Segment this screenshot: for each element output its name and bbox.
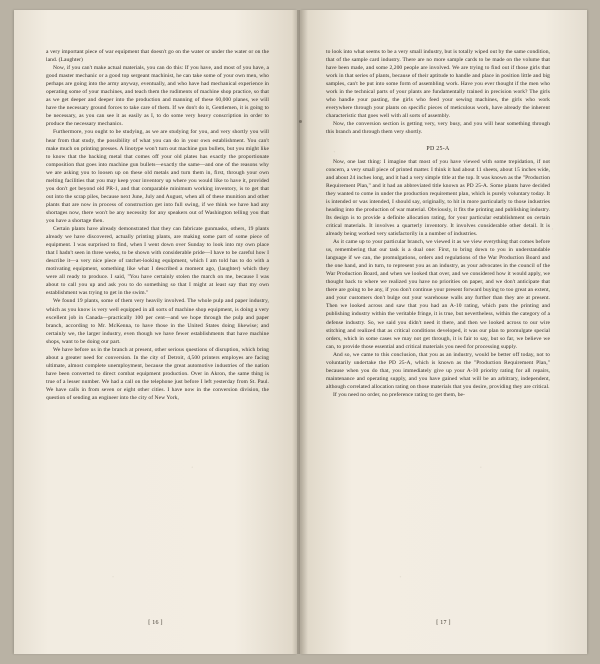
gutter-ink-mark [299, 120, 302, 123]
paragraph: As it came up to your particular branch, we viewed it as we view everything that comes before us, remembering that our task is a dual one: First, to bring down to you in understandable language if we can, the promulgations, orders and regulations of the War Production Board and the one hand, and in turn, to represent you as an industry, as your advocates in the council of the War Production Board, and when we looked that over, and we considered how it would apply, we thought back to where we realized you have no priorities on paper, and we don't anticipate that there are going to be any, if you don't continue your present forward buying to too great an extent, and your customers don't bulge out your warehouse walls any further than they are at present. Then we looked across and saw that you had an A-10 rating, which puts the printing and publishing industry within the veritable fringe, it is true, but nevertheless, within the category of a defense industry. So, we said you didn't need it there, and then we looked across to our wire stitching and realized that as critical conditions developed, it was our plan to promulgate special orders, which in some cases we may not get through, it is fair to say, but so far, we believe we can, to provide those essential and critical materials you need for processing supply. [326, 239, 550, 350]
right-page-folio [300, 620, 587, 626]
left-page-folio [14, 620, 297, 626]
right-page [300, 10, 587, 654]
paragraph: We found 19 plants, some of them very heavily involved. The whole pulp and paper industry, which as you know is very well equipped in all sorts of machine shop equipment, is doing a very excellent job in Canada—practically 100 per cent—and we hope through the pulp and paper branch, according to Mr. McKenna, to have those in the United States doing likewise; and certainly we, the larger industry, even though we have fewer establishments that have machine shops, want to be doing our part. [46, 298, 269, 345]
paragraph: If you need no order, no preference rating to get them, be- [333, 391, 465, 398]
folio-number: [ 16 ] [148, 620, 163, 626]
paragraph: Certain plants have already demonstrated that they can fabricate gunmasks, others, 19 plants already we have discovered, actually printing plants, are making some part of some piece of equipment. I was surprised to find, when I went down over Sunday to look into my own place that I hadn't seen in three weeks, to be shown with considerable pride—I have to be careful how I describe it—a very nice piece of ratchet-looking equipment, which I am told has to do with a motivating equipment, something like what I described a moment ago, (laughter) which they were all ready to produce. I said, "You have certainly stolen the march on me, because I was about to call you up and ask you to do something so that I might at least say that my own establishment was trying to get in the swim." [46, 226, 269, 297]
paragraph: Now, if you can't make actual materials, you can do this: If you have, and most of you have, a good master mechanic or a good top sergeant machinist, he can take some of your own men, who perhaps are going into the army anyway, eventually, and who have had mechanical experience in operating some of your machines, and teach them the rudiments of machine shop practice, so that as we get deeper and deeper into the production and manning of these 60,000 planes, we will have the necessary ground forces to take care of them. If we don't do it, Gentlemen, it is going to be necessary, as you can see it as easily as I, to do some very heavy conscription in order to produce the necessary mechanics. [46, 65, 269, 128]
left-page [14, 10, 297, 654]
right-page-text [326, 48, 550, 399]
paragraph: And so, we came to this conclusion, that you as an industry, would be better off today, not to voluntarily undertake the PD 25-A, which is known as the "Production Requirement Plan," because when you do that, you immediately give up your A-10 priority rating for all repairs, maintenance and operating supply, and you have gained what will be an arbitrary, independent, although correlated allocation rating on those materials that you desire, providing they are critical. [326, 351, 550, 390]
folio-number: [ 17 ] [436, 620, 451, 626]
paragraph: We have before us in the branch at present, other serious questions of disruption, which bring about a greater need for conversion. In the city of Detroit, 4,500 printers employes are facing ultimate, almost complete unemployment, because the great automotive industries of the nation have been converted to direct combat equipment production. Over in Akron, the same thing is true of a lesser number. We had a call on the telephone just before I left yesterday from St. Paul. We have calls in from seven or eight other cities. I have now in the conversion division, the question of sending an engineer into the city of New York, [46, 346, 269, 402]
paragraph: Now, one last thing: I imagine that most of you have viewed with some trepidation, if not concern, a very small piece of printed matter. I think it had about 11 sheets, about 15 inches wide, and about 24 inches long, and it had a very simple title at the top. It was known as the "Production Requirement Plan," and it had an abbreviated title known as PD 25-A. Some plants have decided they wanted to come in under the production requirement plan, which is purely voluntary today. It is intended or was intended, I should say, originally, to hit in more particularly to those industries heading into the production of war material. Obviously, it fits the printing and publishing industry. Its design is to provide a definite allocation rating, for your particular establishment on certain critical materials. It involves a quarterly inventory. It involves considerable other detail. It is already being worked very satisfactorily in a number of industries. [326, 158, 550, 237]
paragraph: to look into what seems to be a very small industry, but is totally wiped out by the same condition, that of the sample card industry. There are no more sample cards to be made on the volume that have been made, and some 2,200 people are involved. We are trying to find out if those girls that work in that series of plants, because of their aptitude to handle and place in position little and big samples, can't be put into some form of assembling work. Have you ever thought if the men who work in the technical parts of your plants are fundamentally trained in precision work? The girls who handle your pasting, the girls who feed your sewing machines, the girls who work everywhere through your plants on specific pieces of meticulous work, have already the inherent characteristic that goes well with all sorts of assembly. [326, 49, 550, 120]
left-page-text [46, 48, 269, 402]
paragraph: Now, the conversion section is getting very, very busy, and you will hear something through this branch and through them very shortly. [326, 121, 550, 136]
paragraph: Furthermore, you ought to be studying, as we are studying for you, and very shortly you will hear from that study, the possibility of what you can do in your own establishment. You can't make much on printing presses. A linotype won't turn out machine gun bullets, but you might like to know that the backing metal that comes off your old plates has exactly the proportionate composition that goes into machine gun bullets—exactly the same—and one of the reasons why we are asking you to loosen up on these old metals and turn them in, first, through your own melting facilities that you may keep your inventory up where you would like to have it, provided you don't get beyond old PR-1, and that comparable minimum working inventory, is to get that out into the scrap piles, because next June, July and August, when all of these munition and other plants that are now in process of construction get into full swing, if we think we have had any shortages now, there won't be any necessity for any speakers out of Washington telling you that you have a shortage then. [46, 129, 269, 224]
paragraph: a very important piece of war equipment that doesn't go on the water or under the water or on the land. (Laughter) [46, 49, 269, 64]
section-heading: PD 25-A [426, 145, 450, 152]
